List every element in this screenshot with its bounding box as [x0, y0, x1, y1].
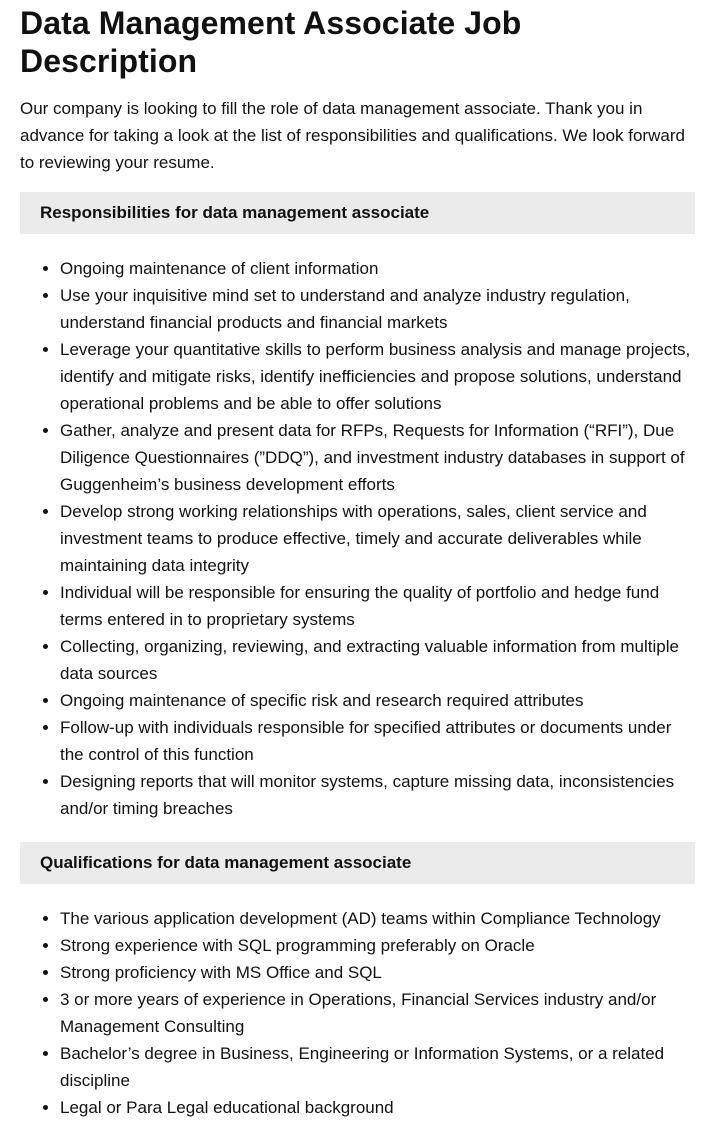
list-item: • Designing reports that will monitor systems, capture missing data, inconsistencies and/or timing breaches [60, 768, 695, 822]
list-item: • Strong experience with SQL programming preferably on Oracle [60, 932, 695, 959]
page-title: Data Management Associate Job Description [20, 5, 522, 79]
list-item: • Leverage your quantitative skills to perform business analysis and manage projects, identify and mitigate risks, identify inefficiencies and propose solutions, understand operational problems and be able to offer solutions [60, 336, 695, 417]
list-item: • The various application development (AD) teams within Compliance Technology [60, 905, 695, 932]
list-item: • Bachelor’s degree in Business, Engineering or Information Systems, or a related discipline [60, 1040, 695, 1094]
list-item: • Gather, analyze and present data for RFPs, Requests for Information (“RFI”), Due Diligence Questionnaires (”DDQ”), and investment industry databases in support of Guggenheim’s business development efforts [60, 417, 695, 498]
list-item: • Use your inquisitive mind set to understand and analyze industry regulation, understand financial products and financial markets [60, 282, 695, 336]
responsibilities-heading: Responsibilities for data management associate [20, 192, 695, 234]
qualifications-heading: Qualifications for data management associate [20, 842, 695, 884]
intro-paragraph: Our company is looking to fill the role of data management associate. Thank you in advance for taking a look at the list of responsibilities and qualifications. We look forward to reviewing your resume. [20, 99, 685, 172]
list-item: • Legal or Para Legal educational background [60, 1094, 695, 1121]
qualifications-list [20, 905, 695, 1121]
list-item: • Follow-up with individuals responsible for specified attributes or documents under the control of this function [60, 714, 695, 768]
list-item: • Ongoing maintenance of specific risk and research required attributes [60, 687, 695, 714]
list-item: • Develop strong working relationships with operations, sales, client service and investment teams to produce effective, timely and accurate deliverables while maintaining data integrity [60, 498, 695, 579]
list-item: • 3 or more years of experience in Operations, Financial Services industry and/or Management Consulting [60, 986, 695, 1040]
responsibilities-list [20, 255, 695, 822]
list-item: • Strong proficiency with MS Office and SQL [60, 959, 695, 986]
list-item: • Individual will be responsible for ensuring the quality of portfolio and hedge fund terms entered in to proprietary systems [60, 579, 695, 633]
list-item: • Ongoing maintenance of client information [60, 255, 695, 282]
list-item: • Collecting, organizing, reviewing, and extracting valuable information from multiple data sources [60, 633, 695, 687]
